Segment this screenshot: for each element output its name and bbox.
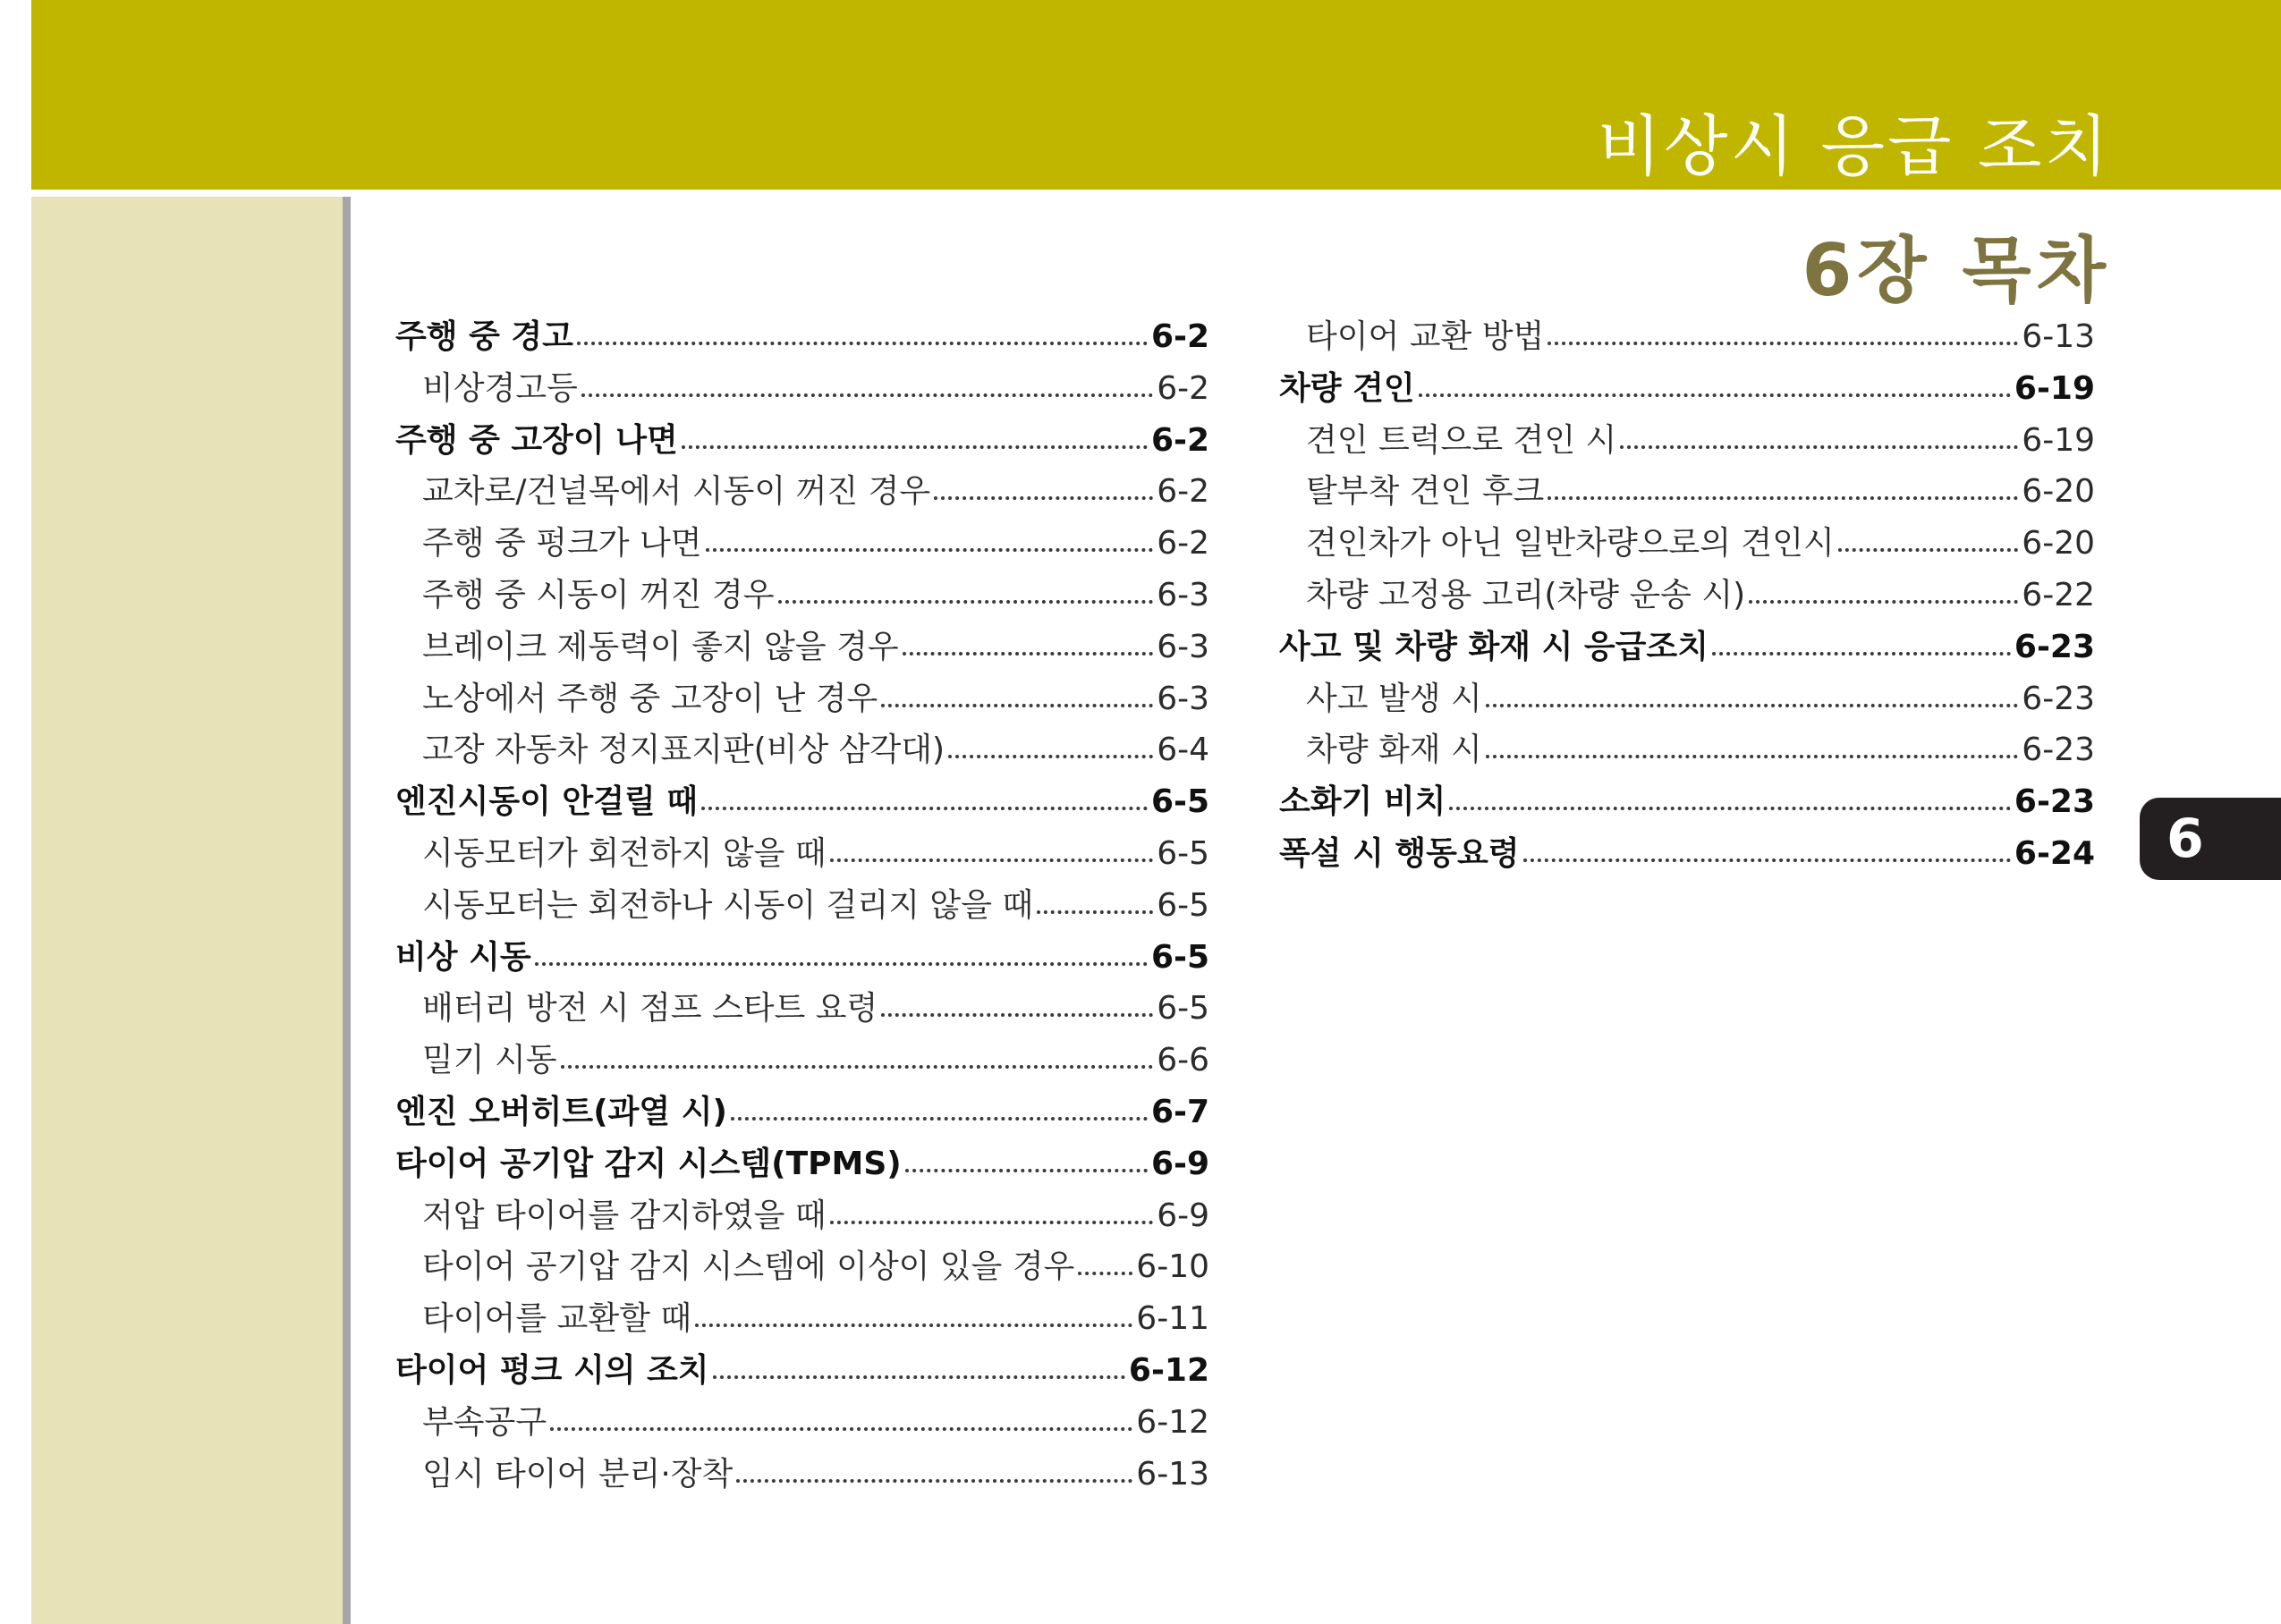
toc-leader-dots [1419, 385, 2011, 397]
header-band [31, 0, 2281, 190]
toc-leader-dots [550, 1418, 1132, 1431]
toc-entry-title: 견인차가 아닌 일반차량으로의 견인시 [1306, 525, 1835, 562]
toc-leader-dots [1486, 695, 2019, 707]
toc-leader-dots [881, 1004, 1153, 1017]
toc-leader-dots [713, 1366, 1125, 1379]
toc-section-entry[interactable] [1279, 622, 2095, 673]
toc-section-entry[interactable] [395, 1345, 1209, 1397]
toc-entry-page: 6-4 [1157, 732, 1209, 769]
toc-leader-dots [881, 695, 1153, 707]
toc-entry-page: 6-2 [1157, 473, 1209, 511]
toc-entry-title: 비상경고등 [422, 369, 578, 407]
chapter-title: 비상시 응급 조치 [1597, 108, 2111, 185]
toc-subsection-entry[interactable] [395, 1293, 1209, 1345]
toc-entry-page: 6-23 [2014, 783, 2095, 821]
toc-entry-title: 폭설 시 행동요령 [1279, 834, 1520, 872]
toc-entry-title: 소화기 비치 [1279, 783, 1446, 821]
toc-leader-dots [830, 850, 1154, 862]
toc-subsection-entry[interactable] [395, 1449, 1209, 1501]
toc-entry-page: 6-5 [1157, 834, 1209, 872]
toc-leader-dots [1712, 643, 2011, 656]
toc-entry-page: 6-13 [2022, 318, 2095, 355]
toc-subsection-entry[interactable] [1279, 570, 2095, 622]
toc-entry-title: 노상에서 주행 중 고장이 난 경우 [422, 680, 878, 717]
toc-leader-dots [1749, 591, 2018, 604]
toc-entry-page: 6-19 [2014, 369, 2095, 407]
toc-leader-dots [561, 1056, 1154, 1069]
toc-leader-dots [1486, 746, 2019, 758]
toc-entry-page: 6-7 [1150, 1093, 1209, 1130]
toc-subsection-entry[interactable] [1279, 311, 2095, 363]
toc-subsection-entry[interactable] [395, 518, 1209, 570]
toc-leader-dots [1449, 798, 2010, 810]
toc-entry-page: 6-11 [1136, 1300, 1209, 1338]
toc-entry-title: 견인 트럭으로 견인 시 [1306, 421, 1617, 459]
toc-leader-dots [948, 746, 1153, 758]
toc-leader-dots [695, 1315, 1132, 1327]
side-divider [343, 197, 351, 1624]
toc-entry-page: 6-5 [1150, 783, 1209, 821]
toc-entry-page: 6-3 [1157, 680, 1209, 717]
toc-subsection-entry[interactable] [395, 622, 1209, 673]
toc-section-entry[interactable] [395, 932, 1209, 984]
toc-subsection-entry[interactable] [395, 828, 1209, 880]
toc-subsection-entry[interactable] [395, 724, 1209, 776]
toc-leader-dots [903, 643, 1154, 656]
toc-subsection-entry[interactable] [395, 466, 1209, 518]
toc-entry-title: 시동모터는 회전하나 시동이 걸리지 않을 때 [422, 886, 1034, 924]
toc-entry-page: 6-23 [2022, 680, 2095, 717]
toc-subsection-entry[interactable] [395, 363, 1209, 415]
toc-leader-dots [581, 385, 1153, 397]
toc-entry-page: 6-3 [1157, 576, 1209, 613]
toc-section-entry[interactable] [395, 415, 1209, 467]
toc-entry-page: 6-2 [1150, 318, 1209, 355]
toc-entry-title: 부속공구 [422, 1403, 547, 1441]
toc-leader-dots [778, 591, 1154, 604]
toc-entry-title: 저압 타이어를 감지하였을 때 [422, 1197, 827, 1234]
toc-entry-title: 타이어를 교환할 때 [422, 1300, 692, 1338]
toc-entry-page: 6-5 [1150, 938, 1209, 976]
toc-entry-page: 6-23 [2022, 732, 2095, 769]
toc-entry-title: 탈부착 견인 후크 [1306, 473, 1545, 511]
toc-entry-page: 6-9 [1150, 1145, 1209, 1182]
toc-section-entry[interactable] [1279, 363, 2095, 415]
toc-entry-title: 브레이크 제동력이 좋지 않을 경우 [422, 628, 899, 665]
toc-entry-title: 차량 견인 [1279, 369, 1415, 407]
toc-entry-title: 주행 중 경고 [395, 318, 573, 355]
toc-entry-title: 임시 타이어 분리·장착 [422, 1455, 733, 1493]
toc-leader-dots [706, 539, 1154, 552]
toc-entry-page: 6-5 [1157, 886, 1209, 924]
toc-entry-page: 6-2 [1150, 421, 1209, 459]
toc-entry-title: 사고 발생 시 [1306, 680, 1482, 717]
toc-entry-title: 차량 고정용 고리(차량 운송 시) [1306, 576, 1746, 613]
toc-entry-page: 6-13 [1136, 1455, 1209, 1493]
side-panel [31, 197, 343, 1624]
toc-entry-page: 6-22 [2022, 576, 2095, 613]
toc-entry-title: 비상 시동 [395, 938, 531, 976]
toc-entry-page: 6-12 [1128, 1351, 1209, 1389]
toc-entry-title: 타이어 교환 방법 [1306, 318, 1545, 355]
toc-entry-title: 고장 자동차 정지표지판(비상 삼각대) [422, 732, 945, 769]
toc-leader-dots [1548, 333, 2018, 345]
toc-subsection-entry[interactable] [395, 1190, 1209, 1242]
toc-entry-title: 주행 중 펑크가 나면 [422, 525, 702, 562]
toc-entry-page: 6-2 [1157, 525, 1209, 562]
toc-leader-dots [535, 953, 1148, 966]
toc-right-column [1279, 311, 2095, 880]
toc-section-entry[interactable] [395, 1138, 1209, 1190]
toc-entry-page: 6-23 [2014, 628, 2095, 665]
toc-leader-dots [682, 436, 1148, 449]
toc-leader-dots [905, 1160, 1148, 1172]
toc-entry-title: 주행 중 고장이 나면 [395, 421, 678, 459]
toc-section-entry[interactable] [395, 776, 1209, 828]
toc-section-entry[interactable] [395, 1087, 1209, 1138]
toc-subsection-entry[interactable] [395, 673, 1209, 725]
toc-entry-title: 차량 화재 시 [1306, 732, 1482, 769]
toc-leader-dots [830, 1212, 1154, 1224]
toc-entry-page: 6-20 [2022, 473, 2095, 511]
toc-section-entry[interactable] [395, 311, 1209, 363]
toc-subsection-entry[interactable] [395, 1241, 1209, 1293]
chapter-tab[interactable] [2140, 798, 2281, 880]
toc-subsection-entry[interactable] [1279, 466, 2095, 518]
toc-entry-title: 타이어 펑크 시의 조치 [395, 1351, 709, 1389]
toc-entry-page: 6-6 [1157, 1042, 1209, 1079]
toc-subsection-entry[interactable] [1279, 518, 2095, 570]
toc-leader-dots [1523, 850, 2011, 862]
toc-heading: 6장 목차 [1802, 229, 2111, 312]
toc-leader-dots [1037, 901, 1153, 914]
toc-section-entry[interactable] [1279, 828, 2095, 880]
toc-entry-page: 6-5 [1157, 990, 1209, 1028]
toc-entry-title: 배터리 방전 시 점프 스타트 요령 [422, 990, 878, 1028]
toc-entry-title: 타이어 공기압 감지 시스템에 이상이 있을 경우 [422, 1248, 1075, 1286]
toc-entry-page: 6-9 [1157, 1197, 1209, 1234]
toc-entry-title: 사고 및 차량 화재 시 응급조치 [1279, 628, 1709, 665]
toc-leader-dots [731, 1108, 1148, 1121]
toc-entry-title: 교차로/건널목에서 시동이 꺼진 경우 [422, 473, 931, 511]
toc-entry-page: 6-19 [2022, 421, 2095, 459]
toc-subsection-entry[interactable] [395, 880, 1209, 932]
toc-entry-title: 엔진 오버히트(과열 시) [395, 1093, 727, 1130]
toc-entry-page: 6-12 [1136, 1403, 1209, 1441]
toc-subsection-entry[interactable] [1279, 673, 2095, 725]
toc-entry-page: 6-20 [2022, 525, 2095, 562]
toc-leader-dots [1838, 539, 2019, 552]
toc-subsection-entry[interactable] [1279, 724, 2095, 776]
toc-entry-page: 6-3 [1157, 628, 1209, 665]
toc-leader-dots [736, 1470, 1132, 1483]
toc-leader-dots [701, 798, 1148, 810]
toc-subsection-entry[interactable] [1279, 415, 2095, 467]
toc-leader-dots [1078, 1263, 1132, 1275]
toc-entry-title: 시동모터가 회전하지 않을 때 [422, 834, 827, 872]
toc-leader-dots [1620, 436, 2018, 449]
toc-entry-title: 주행 중 시동이 꺼진 경우 [422, 576, 775, 613]
toc-entry-title: 밀기 시동 [422, 1042, 557, 1079]
toc-entry-page: 6-2 [1157, 369, 1209, 407]
toc-entry-page: 6-24 [2014, 834, 2095, 872]
toc-leader-dots [934, 487, 1153, 500]
chapter-tab-number: 6 [2167, 808, 2204, 870]
toc-left-column [395, 311, 1209, 1500]
toc-subsection-entry[interactable] [395, 1035, 1209, 1087]
toc-entry-page: 6-10 [1136, 1248, 1209, 1286]
toc-subsection-entry[interactable] [395, 983, 1209, 1035]
toc-entry-title: 타이어 공기압 감지 시스템(TPMS) [395, 1145, 902, 1182]
toc-leader-dots [1548, 487, 2018, 500]
toc-subsection-entry[interactable] [395, 570, 1209, 622]
toc-leader-dots [577, 333, 1148, 345]
toc-section-entry[interactable] [1279, 776, 2095, 828]
toc-subsection-entry[interactable] [395, 1397, 1209, 1449]
toc-entry-title: 엔진시동이 안걸릴 때 [395, 783, 699, 821]
